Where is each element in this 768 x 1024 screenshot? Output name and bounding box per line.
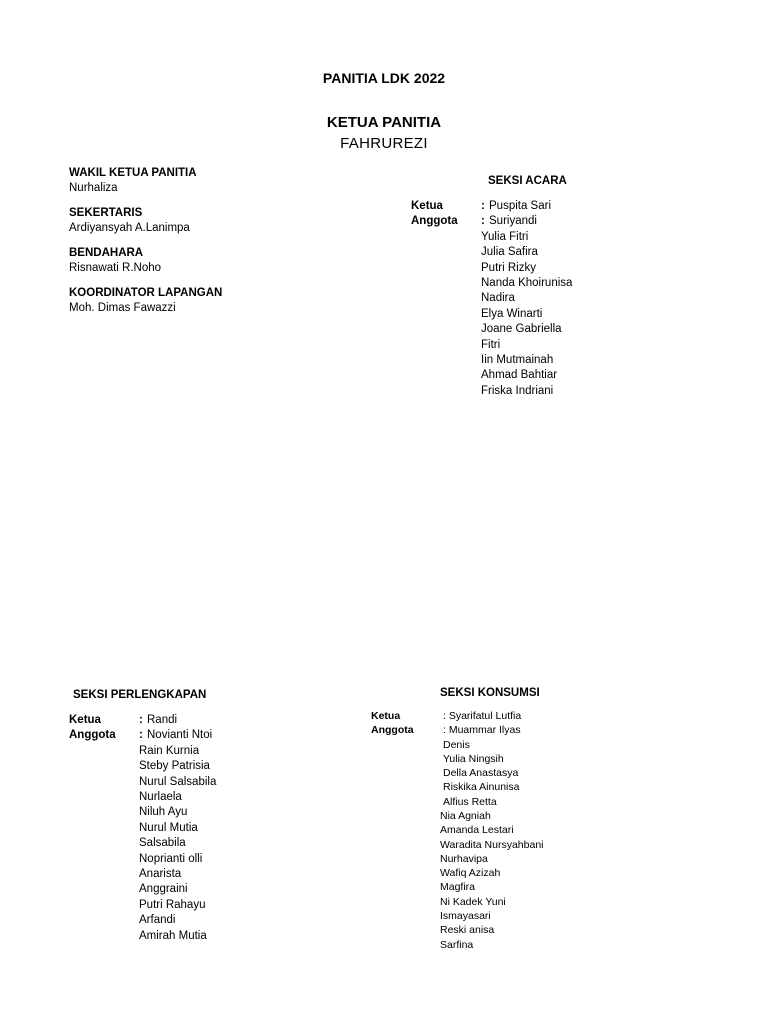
list-item: Anarista	[139, 868, 182, 881]
seksi-acara-anggota-label: Anggota	[411, 215, 458, 227]
list-item: Ni Kadek Yuni	[440, 895, 506, 908]
seksi-konsumsi-heading: SEKSI KONSUMSI	[440, 687, 540, 699]
list-item: Joane Gabriella	[481, 323, 562, 336]
list-item	[139, 728, 216, 743]
list-item: Niluh Ayu	[139, 806, 188, 819]
ketua-panitia-heading: KETUA PANITIA	[326, 114, 442, 131]
list-item: Arfandi	[139, 914, 176, 927]
list-item: Nanda Khoirunisa	[481, 277, 573, 290]
seksi-konsumsi-anggota-label: Anggota	[371, 724, 414, 736]
role-name: Moh. Dimas Fawazzi	[69, 302, 176, 314]
role-koordinator-lapangan	[69, 286, 222, 316]
role-name: Nurhaliza	[69, 182, 118, 194]
list-item: Amirah Mutia	[139, 929, 207, 942]
seksi-perlengkapan-list	[139, 713, 216, 944]
seksi-konsumsi-list-bottom	[440, 809, 544, 952]
list-item: Magfira	[440, 881, 476, 894]
list-item: Nadira	[481, 292, 515, 305]
list-item: Salsabila	[139, 837, 186, 850]
list-item: Ismayasari	[440, 910, 491, 923]
page-title: PANITIA LDK 2022	[322, 70, 446, 86]
list-item: Putri Rahayu	[139, 898, 206, 911]
ketua-name: Randi	[147, 714, 178, 726]
role-sekertaris	[69, 206, 190, 236]
list-item: Yulia Ningsih	[443, 752, 504, 765]
list-item: Ahmad Bahtiar	[481, 369, 558, 382]
role-heading: SEKERTARIS	[69, 207, 143, 219]
list-item: Noprianti olli	[139, 852, 203, 865]
list-item	[481, 214, 572, 229]
ketua-name: Puspita Sari	[489, 200, 552, 212]
list-item: Julia Safira	[481, 246, 538, 259]
seksi-perlengkapan-ketua-label: Ketua	[69, 714, 101, 726]
list-item: Denis	[443, 738, 470, 751]
seksi-acara-list	[481, 199, 572, 399]
list-item: Wafiq Azizah	[440, 867, 501, 880]
list-item: Friska Indriani	[481, 384, 554, 397]
list-item	[481, 199, 572, 214]
list-item: Putri Rizky	[481, 261, 536, 274]
role-name: Risnawati R.Noho	[69, 262, 162, 274]
role-heading: KOORDINATOR LAPANGAN	[69, 287, 223, 299]
anggota-name: Novianti Ntoi	[147, 729, 213, 742]
list-item: Elya Winarti	[481, 307, 543, 320]
role-name: Ardiyansyah A.Lanimpa	[69, 222, 190, 234]
list-item: Alfius Retta	[443, 795, 497, 808]
list-item: Steby Patrisia	[139, 760, 210, 773]
seksi-perlengkapan-anggota-label: Anggota	[69, 729, 116, 741]
list-item: Nurhavipa	[440, 852, 488, 865]
role-heading: WAKIL KETUA PANITIA	[69, 167, 197, 179]
list-item	[139, 713, 216, 728]
colon: :	[139, 714, 143, 726]
list-item: Reski anisa	[440, 924, 495, 937]
list-item: Iin Mutmainah	[481, 354, 554, 367]
list-item: : Muammar Ilyas	[443, 724, 521, 737]
list-item: : Syarifatul Lutfia	[443, 710, 522, 722]
list-item: Yulia Fitri	[481, 230, 529, 243]
list-item: Fitri	[481, 338, 501, 351]
ketua-panitia-name: FAHRUREZI	[340, 135, 428, 152]
list-item: Nia Agniah	[440, 810, 491, 822]
seksi-perlengkapan-heading: SEKSI PERLENGKAPAN	[73, 689, 207, 701]
list-item: Anggraini	[139, 883, 188, 896]
anggota-name: Suriyandi	[489, 215, 537, 228]
role-heading: BENDAHARA	[69, 247, 144, 259]
colon: :	[481, 200, 485, 212]
list-item: Nurlaela	[139, 791, 182, 804]
seksi-acara-heading: SEKSI ACARA	[488, 175, 567, 187]
list-item: Sarfina	[440, 938, 474, 951]
role-wakil-ketua	[69, 166, 197, 196]
list-item: Riskika Ainunisa	[443, 781, 520, 794]
role-bendahara	[69, 246, 161, 276]
list-item: Amanda Lestari	[440, 824, 514, 837]
colon: :	[481, 215, 485, 228]
list-item: Waradita Nursyahbani	[440, 838, 544, 851]
list-item: Della Anastasya	[443, 767, 519, 780]
seksi-konsumsi-ketua-label: Ketua	[371, 710, 401, 722]
seksi-acara-ketua-label: Ketua	[411, 200, 443, 212]
colon: :	[139, 729, 143, 742]
list-item: Nurul Salsabila	[139, 775, 217, 788]
list-item: Nurul Mutia	[139, 821, 198, 834]
list-item: Rain Kurnia	[139, 744, 200, 757]
seksi-konsumsi-list-top	[443, 709, 521, 809]
